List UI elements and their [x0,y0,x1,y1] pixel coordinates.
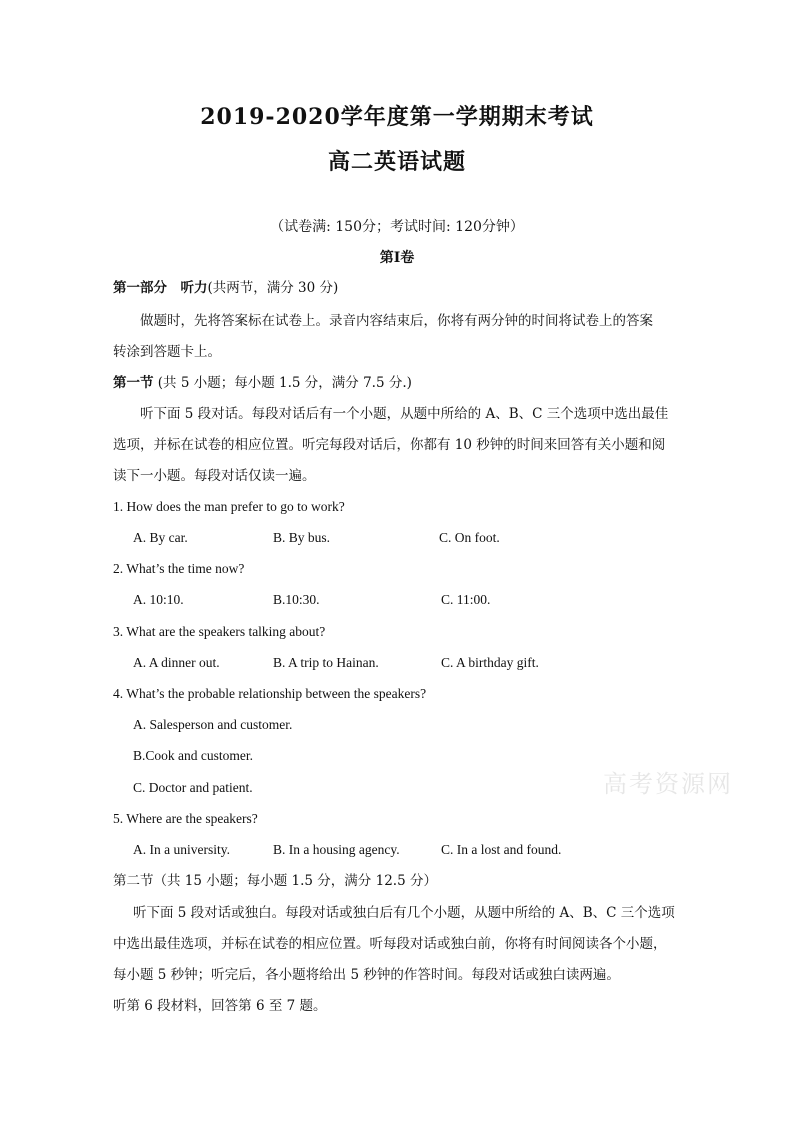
question-3-option-a: A. A dinner out. [133,655,220,670]
part1-instruction-line-2: 转涂到答题卡上。 [113,344,221,360]
section2-line-2: 中选出最佳选项，并标在试卷的相应位置。听每段对话或独白前，你将有时间阅读各个小题， [113,936,667,952]
question-1-option-a: A. By car. [133,530,188,545]
section1-line-2: 选项，并标在试卷的相应位置。听完每段对话后，你都有 10 秒钟的时间来回答有关小题和阅 [113,437,666,453]
question-3-stem: 3. What are the speakers talking about? [113,624,326,639]
part1-heading-bold: 第一部分 听力 [113,280,208,296]
question-3-option-b: B. A trip to Hainan. [273,655,379,670]
question-5-stem: 5. Where are the speakers? [113,811,258,826]
question-2-option-a: A. 10:10. [133,592,184,607]
question-4-option-b: B.Cook and customer. [133,748,253,763]
section1-line-1: 听下面 5 段对话。每段对话后有一个小题，从题中所给的 A、B、C 三个选项中选出最佳 [140,406,669,422]
section2-line-4: 听第 6 段材料，回答第 6 至 7 题。 [113,998,327,1014]
section2-heading: 第二节（共 15 小题；每小题 1.5 分，满分 12.5 分） [113,873,437,889]
section1-line-3: 读下一小题。每段对话仅读一遍。 [113,468,316,484]
question-5-option-c: C. In a lost and found. [441,842,562,857]
question-4-option-a: A. Salesperson and customer. [133,717,293,732]
section1-heading [113,368,412,399]
question-5-option-a: A. In a university. [133,842,230,857]
section2-line-1: 听下面 5 段对话或独白。每段对话或独白后有几个小题，从题中所给的 A、B、C 三个选项 [133,905,675,921]
question-3-option-c: C. A birthday gift. [441,655,539,670]
watermark: 高考资源网 [603,770,733,798]
exam-subtitle: 高二英语试题 [327,149,466,175]
section1-heading-rest: (共 5 小题；每小题 1.5 分，满分 7.5 分.) [153,375,412,391]
question-5-option-b: B. In a housing agency. [273,842,400,857]
volume-label: 第I卷 [379,250,415,266]
exam-info: （试卷满: 150分；考试时间: 120分钟） [270,219,524,235]
part1-heading [113,273,338,304]
question-2-option-b: B.10:30. [273,592,320,607]
question-2-option-c: C. 11:00. [441,592,491,607]
part1-instruction-line-1: 做题时，先将答案标在试卷上。录音内容结束后，你将有两分钟的时间将试卷上的答案 [140,313,653,329]
question-1-stem: 1. How does the man prefer to go to work? [113,499,345,514]
question-2-stem: 2. What’s the time now? [113,561,245,576]
exam-title: 2019-2020学年度第一学期期末考试 [200,104,594,130]
question-4-option-c: C. Doctor and patient. [133,780,253,795]
part1-heading-rest: (共两节，满分 30 分) [207,280,339,296]
question-1-option-b: B. By bus. [273,530,331,545]
section2-line-3: 每小题 5 秒钟；听完后，各小题将给出 5 秒钟的作答时间。每段对话或独白读两遍。 [113,967,620,983]
section1-heading-bold: 第一节 [113,375,154,391]
question-4-stem: 4. What’s the probable relationship between the speakers? [113,686,427,701]
question-1-option-c: C. On foot. [439,530,500,545]
